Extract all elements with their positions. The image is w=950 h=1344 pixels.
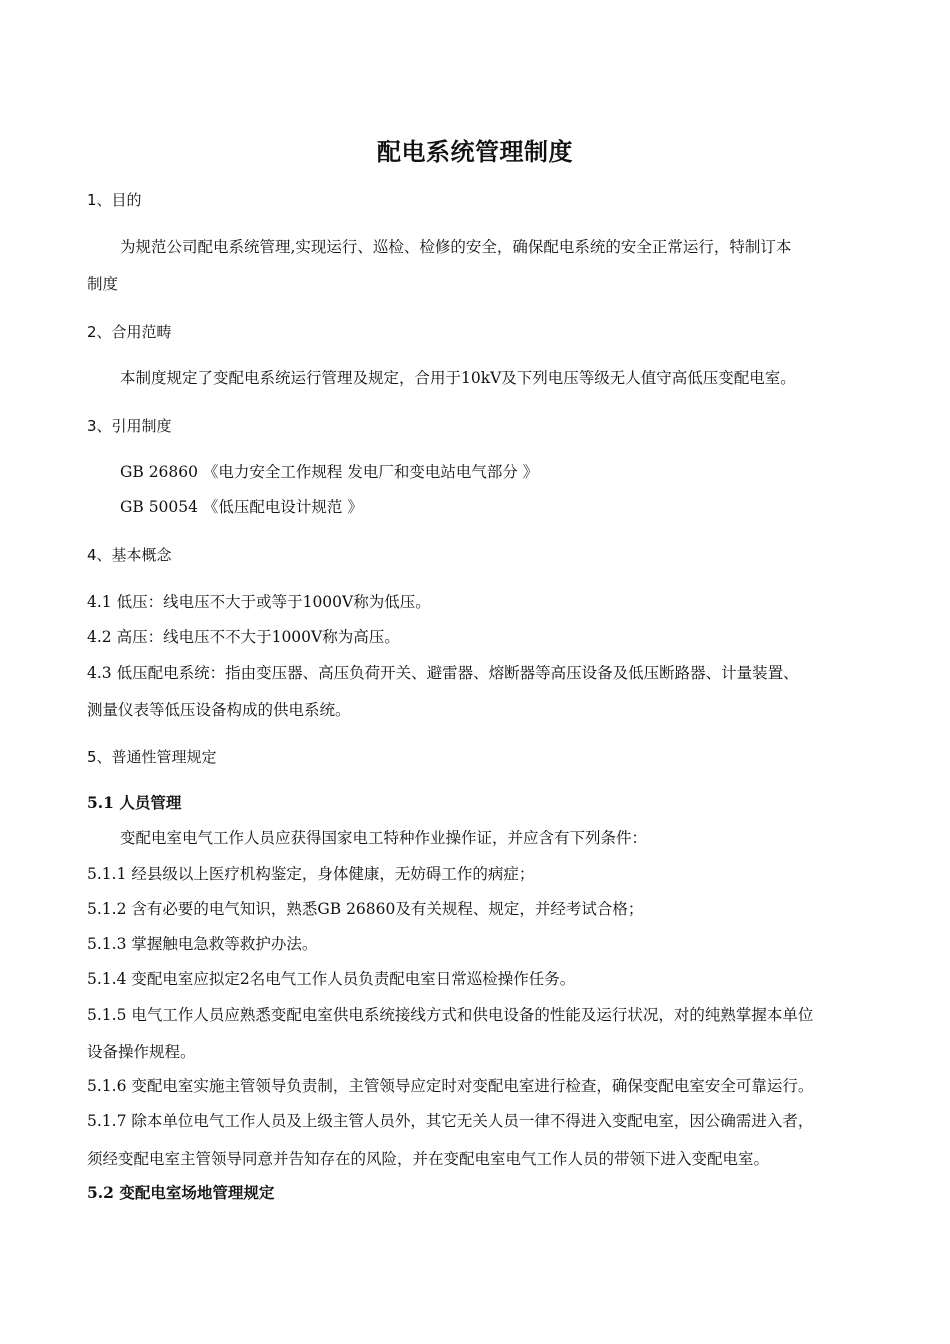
section-1-paragraph-line-2: 制度: [87, 275, 119, 293]
document-title: 配电系统管理制度: [377, 138, 573, 166]
subsection-5-2-heading: 5.2 变配电室场地管理规定: [87, 1183, 275, 1202]
item-5-1-1: 5.1.1 经县级以上医疗机构鉴定，身体健康，无妨碍工作的病症；: [87, 865, 535, 883]
reference-2: GB 50054 《低压配电设计规范 》: [120, 498, 363, 516]
item-5-1-3: 5.1.3 掌握触电急救等救护办法。: [87, 935, 318, 953]
section-5-heading: 5、普通性管理规定: [87, 748, 217, 766]
reference-1: GB 26860 《电力安全工作规程 发电厂和变电站电气部分 》: [120, 463, 539, 481]
section-2-paragraph: 本制度规定了变配电系统运行管理及规定，合用于10kV及下列电压等级无人值守高低压变配电室。: [120, 369, 796, 387]
concept-4-3-line-1: 4.3 低压配电系统：指由变压器、高压负荷开关、避雷器、熔断器等高压设备及低压断路器、计量装置、: [87, 664, 799, 682]
concept-4-3-line-2: 测量仪表等低压设备构成的供电系统。: [87, 701, 351, 719]
item-5-1-4: 5.1.4 变配电室应拟定2名电气工作人员负责配电室日常巡检操作任务。: [87, 970, 576, 988]
subsection-5-1-heading: 5.1 人员管理: [87, 793, 182, 812]
section-2-heading: 2、合用范畴: [87, 323, 172, 341]
subsection-5-1-intro: 变配电室电气工作人员应获得国家电工特种作业操作证，并应含有下列条件：: [120, 829, 648, 847]
item-5-1-6: 5.1.6 变配电室实施主管领导负责制，主管领导应定时对变配电室进行检查，确保变配电室安全可靠运行。: [87, 1077, 814, 1095]
item-5-1-7-line-2: 须经变配电室主管领导同意并告知存在的风险，并在变配电室电气工作人员的带领下进入变配电室。: [87, 1150, 770, 1168]
item-5-1-5-line-2: 设备操作规程。: [87, 1043, 196, 1061]
section-1-paragraph-line-1: 为规范公司配电系统管理,实现运行、巡检、检修的安全，确保配电系统的安全正常运行，特制订本: [120, 238, 792, 256]
section-4-heading: 4、基本概念: [87, 546, 172, 564]
item-5-1-2: 5.1.2 含有必要的电气知识，熟悉GB 26860及有关规程、规定，并经考试合格；: [87, 900, 644, 918]
section-3-heading: 3、引用制度: [87, 417, 172, 435]
item-5-1-5-line-1: 5.1.5 电气工作人员应熟悉变配电室供电系统接线方式和供电设备的性能及运行状况，对的纯熟掌握本单位: [87, 1006, 814, 1024]
concept-4-2: 4.2 高压：线电压不不大于1000V称为高压。: [87, 628, 400, 646]
concept-4-1: 4.1 低压：线电压不大于或等于1000V称为低压。: [87, 593, 431, 611]
section-1-heading: 1、目的: [87, 191, 142, 209]
item-5-1-7-line-1: 5.1.7 除本单位电气工作人员及上级主管人员外，其它无关人员一律不得进入变配电室，因公确需进入者，: [87, 1112, 814, 1130]
